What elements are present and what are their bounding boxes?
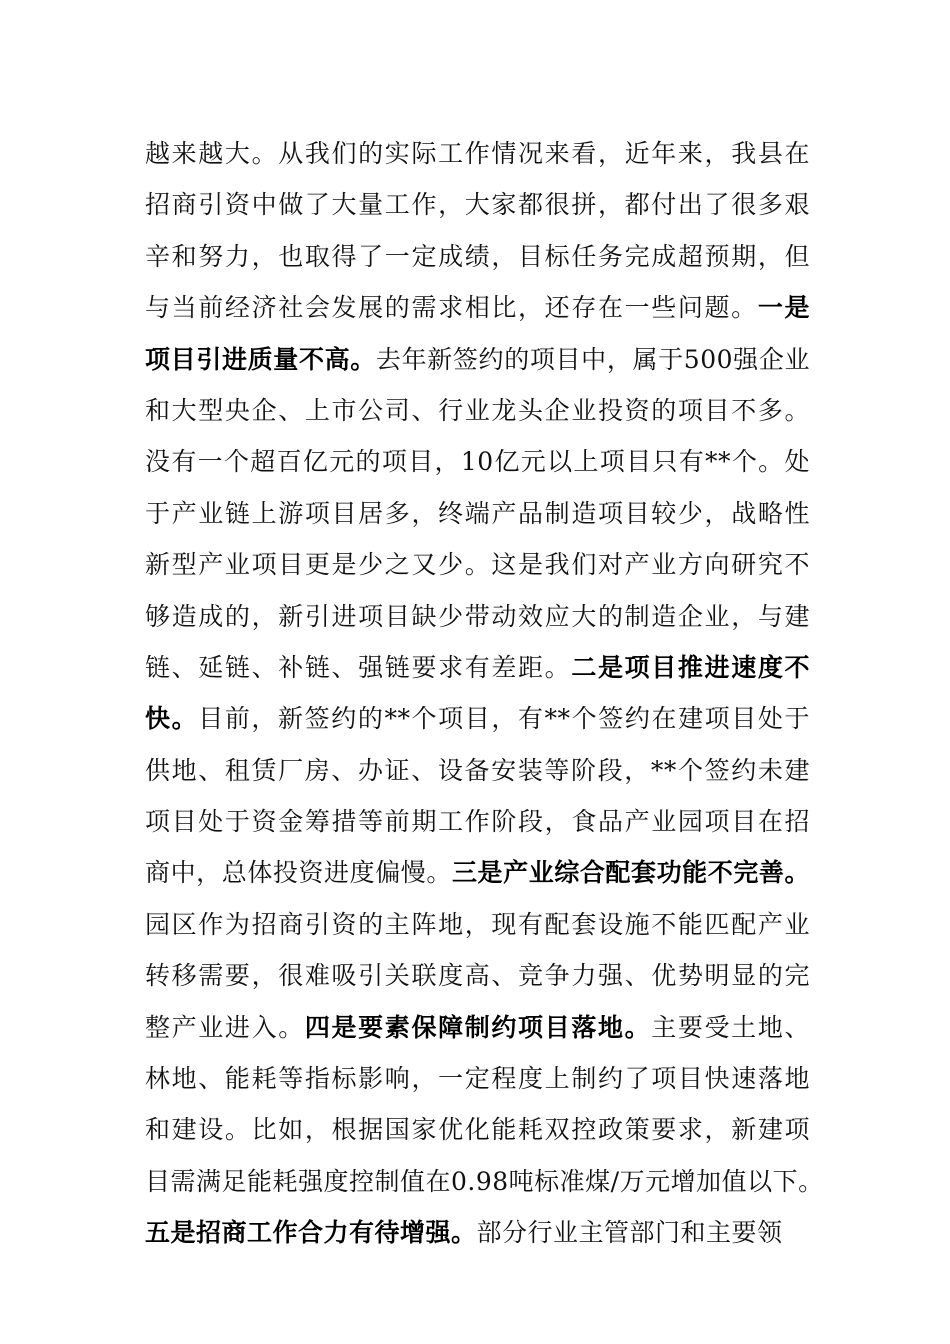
text-line [145, 847, 810, 898]
text-line [145, 591, 810, 642]
text-line [145, 1002, 810, 1053]
body-text: 和建设。比如，根据国家优化能耗双控政策要求，新建项 [145, 1115, 810, 1145]
bold-heading-text: 项目引进质量不高。 [145, 344, 376, 374]
body-text: 园区作为招商引资的主阵地，现有配套设施不能匹配产业 [145, 909, 810, 939]
text-line [145, 128, 810, 179]
text-line [145, 385, 810, 436]
text-line [145, 539, 810, 590]
text-line [145, 282, 810, 333]
text-line [145, 231, 810, 282]
body-paragraph [145, 128, 824, 1259]
bold-heading-text: 一是 [757, 293, 810, 323]
text-line [145, 642, 810, 693]
body-text: 没有一个超百亿元的项目，10亿元以上项目只有**个。处 [145, 447, 810, 477]
body-text: 与当前经济社会发展的需求相比，还存在一些问题。 [145, 293, 758, 323]
body-text: 招商引资中做了大量工作，大家都很拼，都付出了很多艰 [145, 190, 810, 220]
body-text: 于产业链上游项目居多，终端产品制造项目较少，战略性 [145, 498, 810, 528]
body-text: 主要受土地、 [651, 1012, 810, 1042]
body-text: 项目处于资金筹措等前期工作阶段，食品产业园项目在招 [145, 807, 810, 837]
body-text: 新型产业项目更是少之又少。这是我们对产业方向研究不 [145, 550, 810, 580]
body-text: 越来越大。从我们的实际工作情况来看，近年来，我县在 [145, 139, 810, 168]
bold-heading-text: 五是招商工作合力有待增强。 [145, 1218, 477, 1248]
bold-heading-text: 四是要素保障制约项目落地。 [304, 1012, 652, 1042]
body-text: 链、延链、补链、强链要求有差距。 [145, 652, 572, 682]
text-line [145, 488, 810, 539]
body-text: 目需满足能耗强度控制值在0.98吨标准煤/万元增加值以下。 [145, 1166, 824, 1196]
text-line [145, 1104, 810, 1155]
body-text: 转移需要，很难吸引关联度高、竞争力强、优势明显的完 [145, 961, 810, 991]
body-text: 够造成的，新引进项目缺少带动效应大的制造企业，与建 [145, 601, 810, 631]
text-line [145, 1053, 810, 1104]
text-line [145, 436, 810, 487]
body-text: 去年新签约的项目中，属于500强企业 [375, 344, 810, 374]
body-text: 整产业进入。 [145, 1012, 305, 1042]
body-text: 辛和努力，也取得了一定成绩，目标任务完成超预期，但 [145, 241, 810, 271]
bold-heading-text: 快。 [145, 704, 199, 734]
bold-heading-text: 三是产业综合配套功能不完善。 [451, 858, 810, 888]
text-line [145, 796, 810, 847]
body-text: 林地、能耗等指标影响，一定程度上制约了项目快速落地 [145, 1064, 810, 1094]
body-text: 供地、租赁厂房、办证、设备安装等阶段，**个签约未建 [145, 755, 810, 785]
body-text: 和大型央企、上市公司、行业龙头企业投资的项目不多。 [145, 395, 810, 425]
text-line [145, 334, 810, 385]
text-line [145, 950, 810, 1001]
body-text: 部分行业主管部门和主要领 [476, 1218, 783, 1248]
text-line [145, 1156, 824, 1207]
body-text: 商中，总体投资进度偏慢。 [145, 858, 452, 888]
body-text: 目前，新签约的**个项目，有**个签约在建项目处于 [198, 704, 810, 734]
text-line [145, 745, 810, 796]
bold-heading-text: 二是项目推进速度不 [571, 652, 810, 682]
text-line [145, 693, 810, 744]
text-line [145, 1207, 810, 1258]
text-line [145, 899, 810, 950]
text-line [145, 179, 810, 230]
